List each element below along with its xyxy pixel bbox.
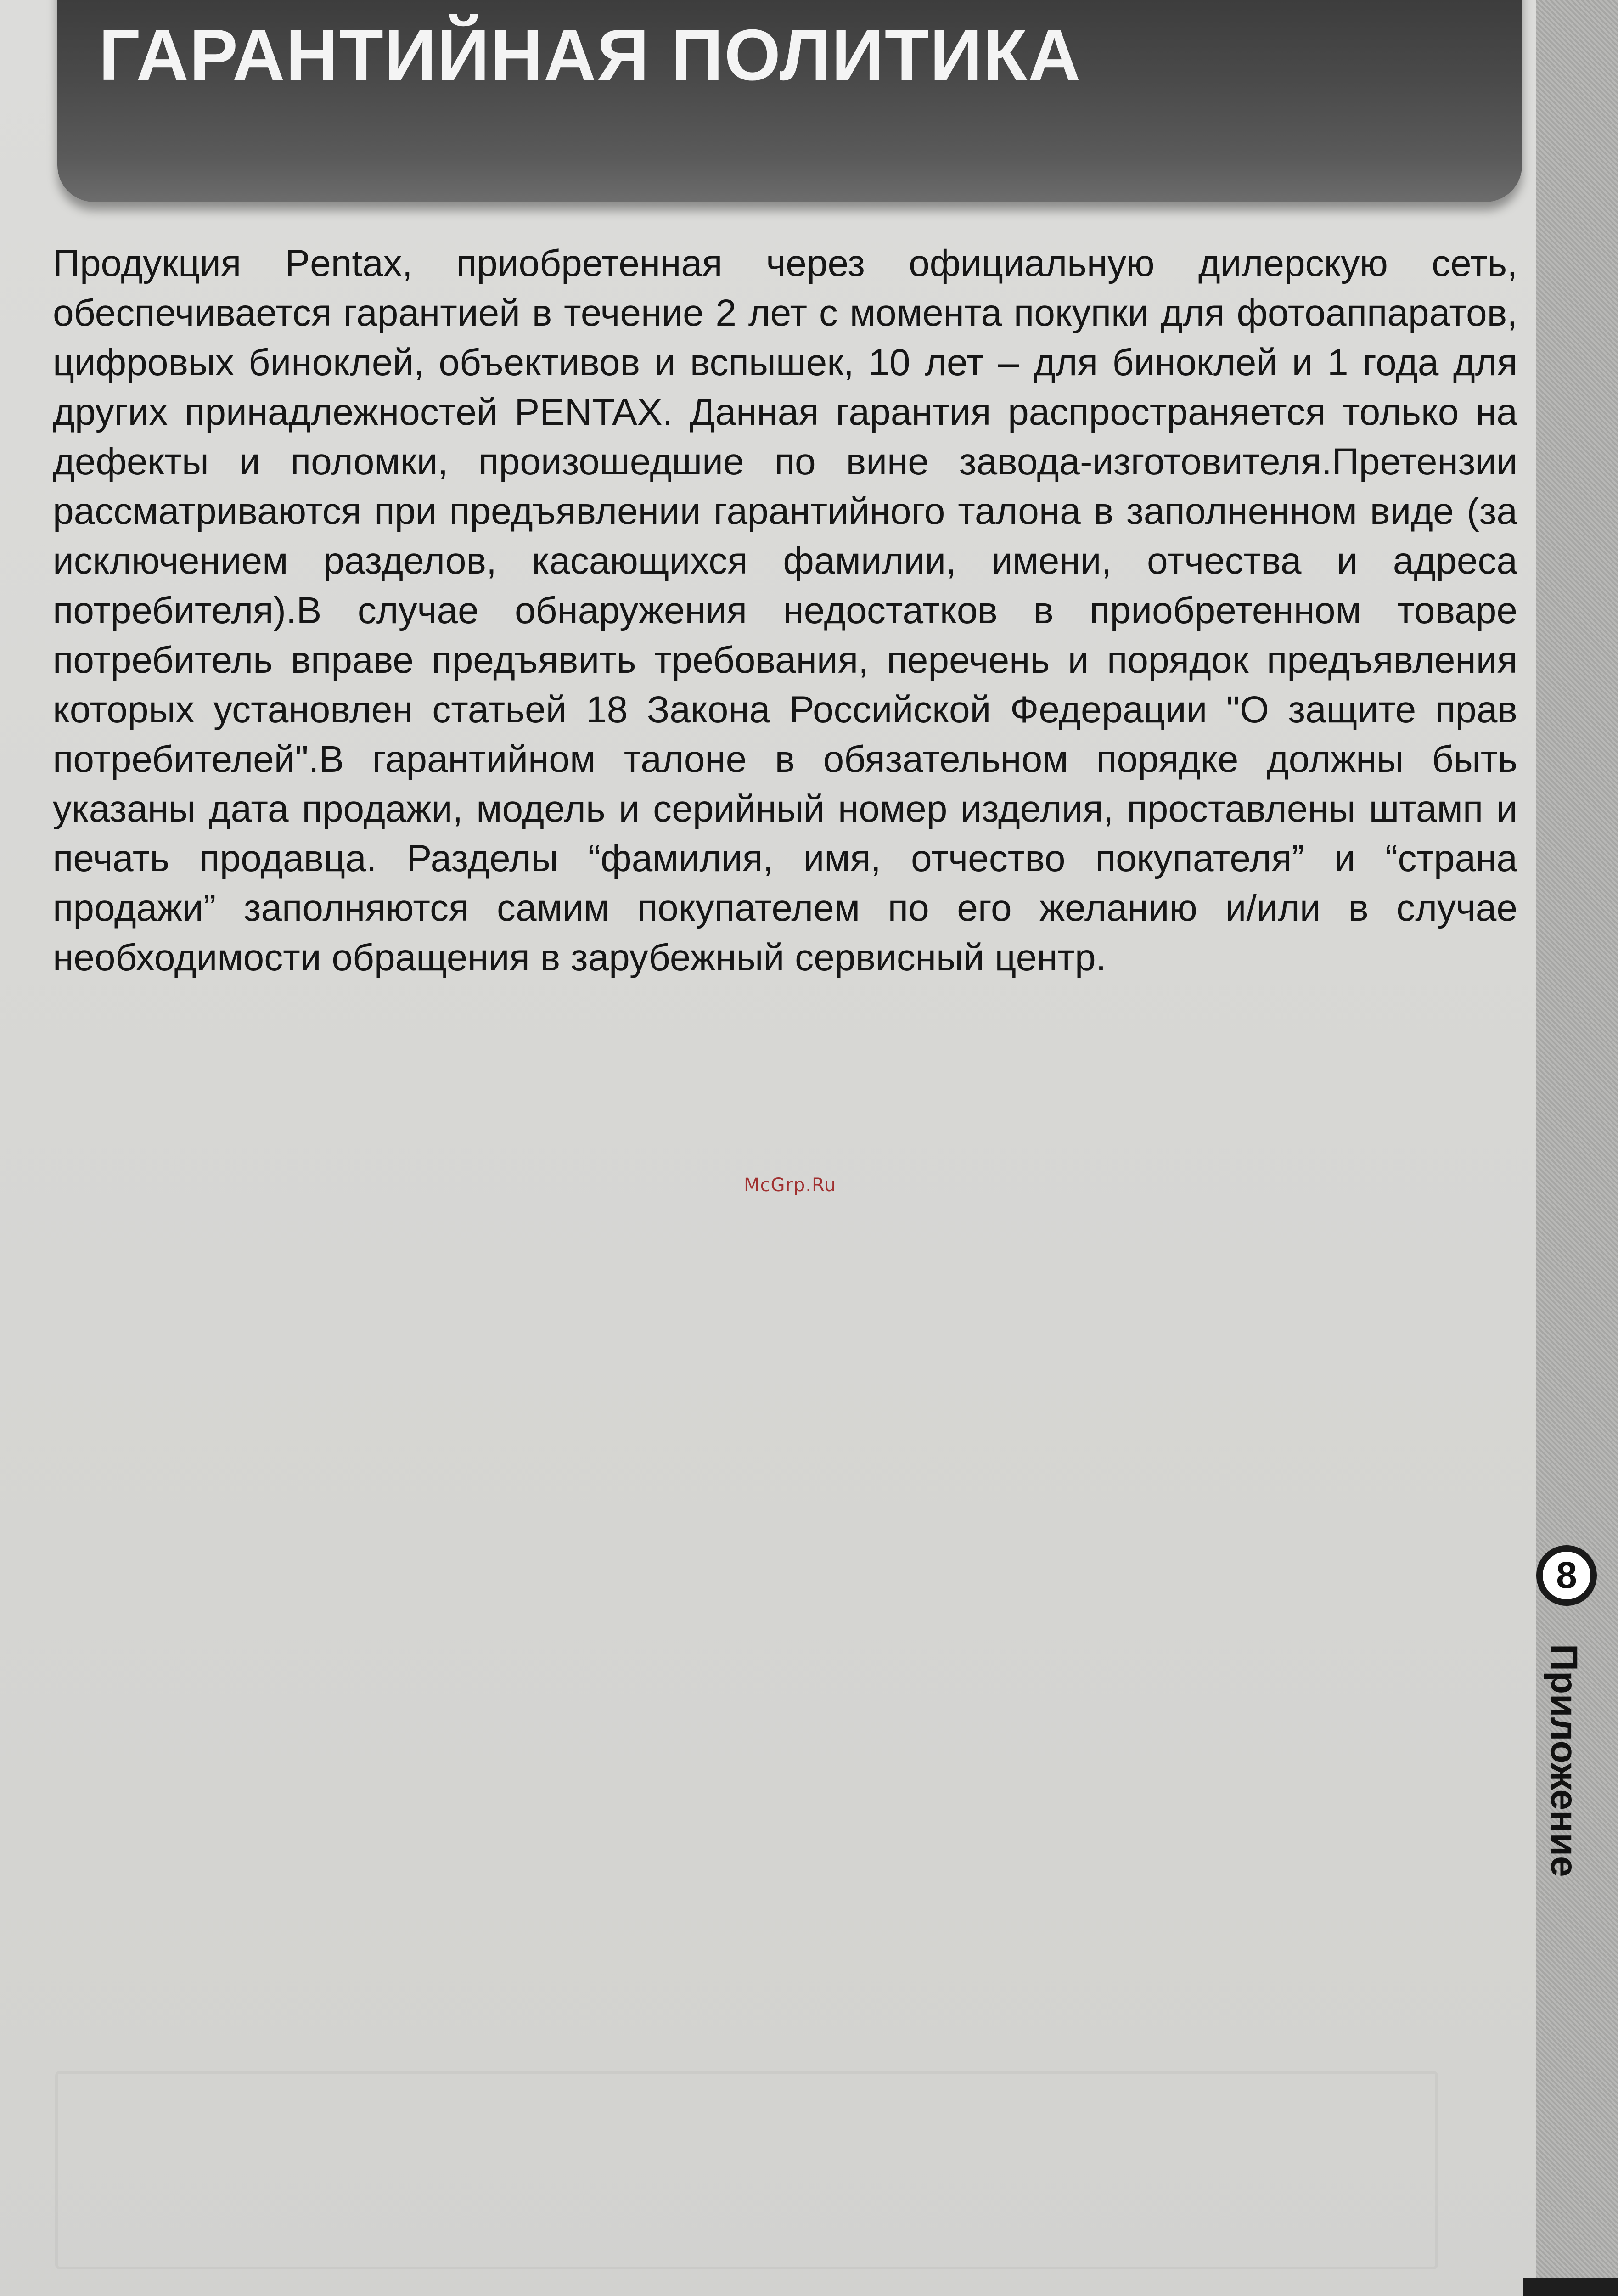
watermark-text: McGrp.Ru [744,1175,837,1196]
bleed-through-box [55,2071,1438,2269]
page-title: ГАРАНТИЙНАЯ ПОЛИТИКА [99,15,1082,96]
warranty-paragraph: Продукция Pentax, приобретенная через официальную дилерскую сеть, обеспечивается гарантией в течение 2 лет с момента покупки для фотоаппаратов, цифровых биноклей, объективов и вспышек, 10 лет – для биноклей и 1 года для других принадлежностей PENTAX. Данная гарантия распространяется только на дефекты и поломки, произошедшие по вине завода-изготовителя.Претензии рассматриваются при предъявлении гарантийного талона в заполненном виде (за исключением разделов, касающихся фамилии, имени, отчества и адреса потребителя).В случае обнаружения недостатков в приобретенном товаре потребитель вправе предъявить требования, перечень и порядок предъявления которых установлен статьей 18 Закона Российской Федерации "О защите прав потребителей".В гарантийном талоне в обязательном порядке должны быть указаны дата продажи, модель и серийный номер изделия, проставлены штамп и печать продавца. Разделы “фамилия, имя, отчество покупателя” и “страна продажи” заполняются самим покупателем по его желанию и/или в случае необходимости обращения в зарубежный сервисный центр. [53,242,1517,979]
chapter-side-strip [1536,0,1618,2296]
page-number-box [1523,2278,1618,2296]
chapter-number-badge: 8 [1536,1545,1597,1606]
chapter-label: Приложение [1543,1644,1585,1877]
